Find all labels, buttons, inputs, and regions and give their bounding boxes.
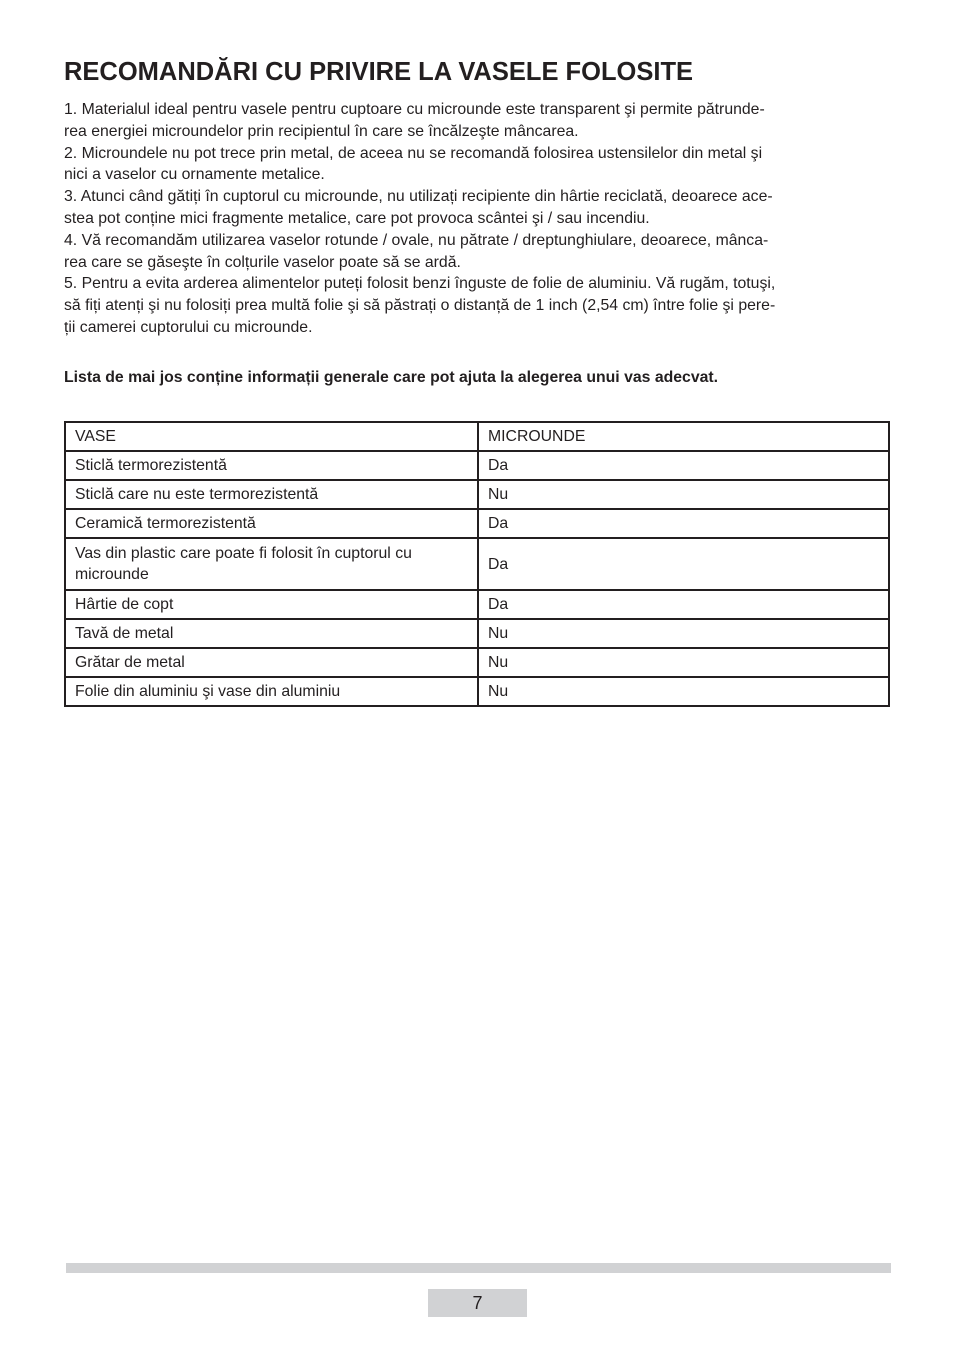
suitability-cell: Nu [478, 480, 889, 509]
page-title: RECOMANDĂRI CU PRIVIRE LA VASELE FOLOSITE [64, 58, 694, 86]
recommendation-line: rea care se găseşte în colțurile vaselor poate să se ardă. [64, 253, 461, 271]
dish-cell: Sticlă care nu este termorezistentă [65, 480, 478, 509]
table-row [65, 480, 889, 509]
recommendation-line: nici a vaselor cu ornamente metalice. [64, 166, 325, 184]
table-row [65, 451, 889, 480]
recommendation-line: stea pot conține mici fragmente metalice, care pot provoca scântei şi / sau incendiu. [64, 209, 650, 227]
dish-cell: Folie din aluminiu şi vase din aluminiu [65, 677, 478, 706]
recommendation-line: 1. Materialul ideal pentru vasele pentru cuptoare cu microunde este transparent şi permite pătrunde- [64, 101, 765, 118]
suitability-cell: Nu [478, 677, 889, 706]
table-row [65, 538, 889, 590]
dish-cell: Hârtie de copt [65, 590, 478, 619]
recommendation-line: rea energiei microundelor prin recipientul în care se încălzeşte mâncarea. [64, 122, 579, 140]
dish-cell: Sticlă termorezistentă [65, 451, 478, 480]
table-row [65, 619, 889, 648]
recommendation-line: să fiți atenți şi nu folosiți prea multă folie şi să păstrați o distanță de 1 inch (2,54 cm) între folie şi pere- [64, 297, 776, 315]
table-header-row [65, 422, 889, 451]
suitability-cell: Nu [478, 648, 889, 677]
recommendation-line: 5. Pentru a evita arderea alimentelor puteți folosit benzi înguste de folie de aluminiu. Vă rugăm, totuşi, [64, 275, 776, 293]
page-number: 7 [428, 1289, 527, 1317]
table-intro: Lista de mai jos conține informații generale care pot ajuta la alegerea unui vas adecvat. [64, 369, 719, 386]
dish-cell: Ceramică termorezistentă [65, 509, 478, 538]
recommendation-line: 3. Atunci când gătiți în cuptorul cu microunde, nu utilizați recipiente din hârtie reciclată, deoarece ace- [64, 188, 773, 206]
table-row [65, 509, 889, 538]
suitability-cell: Da [478, 509, 889, 538]
suitability-cell: Nu [478, 619, 889, 648]
dish-cell: Tavă de metal [65, 619, 478, 648]
suitability-cell: Da [478, 451, 889, 480]
recommendation-line: 2. Microundele nu pot trece prin metal, de aceea nu se recomandă folosirea ustensilelor din metal şi [64, 144, 763, 162]
dish-cell: Grătar de metal [65, 648, 478, 677]
table-row [65, 590, 889, 619]
dish-cell: Vas din plastic care poate fi folosit în cuptorul cu microunde [65, 538, 478, 590]
table-row [65, 648, 889, 677]
footer-divider [66, 1263, 891, 1273]
header-microunde: MICROUNDE [478, 422, 889, 451]
dishware-table [64, 421, 890, 707]
suitability-cell: Da [478, 590, 889, 619]
recommendation-line: 4. Vă recomandăm utilizarea vaselor rotunde / ovale, nu pătrate / dreptunghiulare, deoarece, mânca- [64, 231, 769, 249]
suitability-cell: Da [478, 538, 889, 590]
recommendations-text [64, 99, 894, 339]
header-vase: VASE [65, 422, 478, 451]
recommendation-line: ții camerei cuptorului cu microunde. [64, 318, 313, 336]
table-row [65, 677, 889, 706]
